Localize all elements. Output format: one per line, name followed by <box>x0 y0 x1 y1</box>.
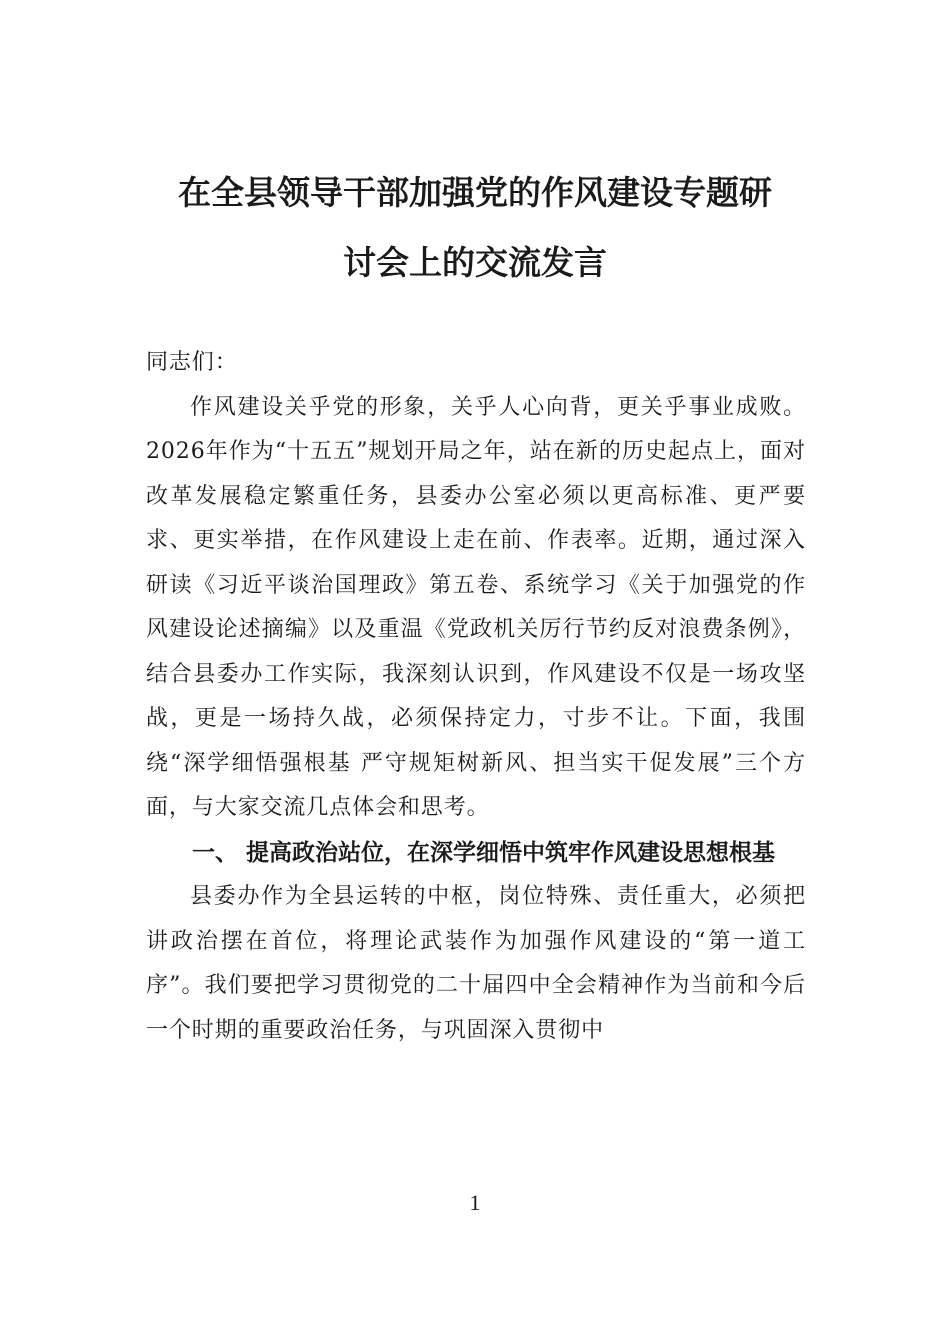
section-heading-1: 一、 提高政治站位，在深学细悟中筑牢作风建设思想根基 <box>192 839 776 866</box>
document-body <box>146 341 806 1053</box>
page-number: 1 <box>469 1190 481 1215</box>
document-title-line-1: 在全县领导干部加强党的作风建设专题研 <box>178 173 772 212</box>
document-title-line-2: 讨会上的交流发言 <box>343 243 607 282</box>
salutation: 同志们： <box>146 350 238 375</box>
paragraph-intro: 作风建设关乎党的形象，关乎人心向背，更关乎事业成败。2026年作为“十五五”规划开局之年，站在新的历史起点上，面对改革发展稳定繁重任务，县委办公室必须以更高标准、更严要求、更实举措，在作风建设上走在前、作表率。近期，通过深入研读《习近平谈治国理政》第五卷、系统学习《关于加强党的作风建设论述摘编》以及重温《党政机关厉行节约反对浪费条例》，结合县委办工作实际，我深刻认识到，作风建设不仅是一场攻坚战，更是一场持久战，必须保持定力，寸步不让。下面，我围绕“深学细悟强根基 严守规矩树新风、担当实干促发展”三个方面，与大家交流几点体会和思考。 <box>146 394 806 820</box>
paragraph-section-1: 县委办作为全县运转的中枢，岗位特殊、责任重大，必须把讲政治摆在首位，将理论武装作为加强作风建设的“第一道工序”。我们要把学习贯彻党的二十届四中全会精神作为当前和今后一个时期的重要政治任务，与巩固深入贯彻中 <box>146 884 806 1043</box>
